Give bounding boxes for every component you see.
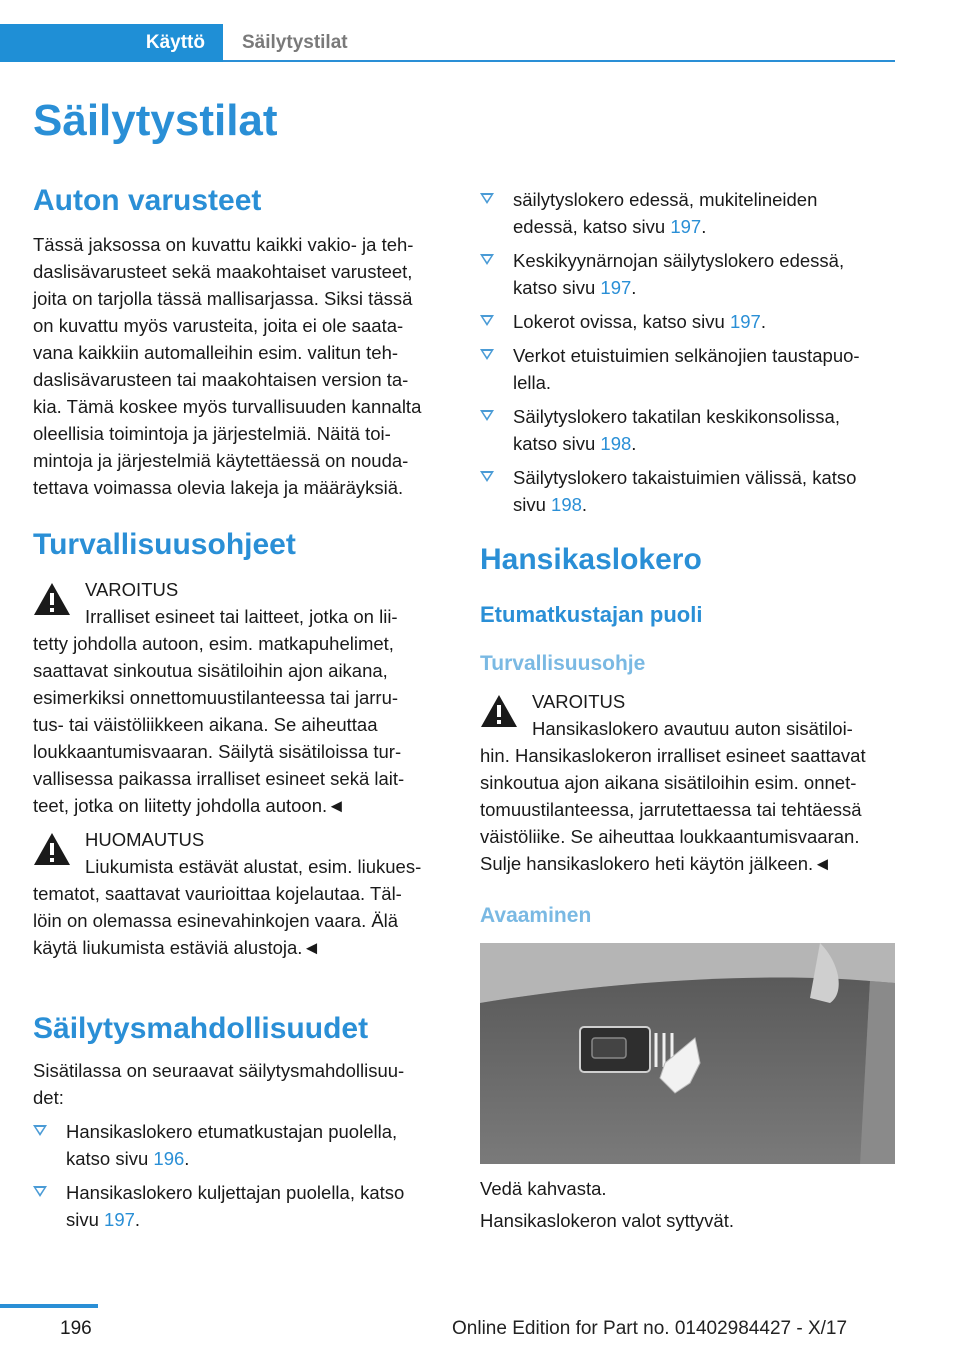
bullet-triangle-icon [480, 193, 494, 204]
heading-auton-varusteet: Auton varusteet [33, 184, 262, 217]
page-link[interactable]: 197 [670, 216, 702, 237]
section-tab[interactable]: Säilytystilat [223, 24, 895, 62]
warning-text-cont: tetty johdolla autoon, esim. matkapuhelimet, saattavat sinkoutua sisätiloihin ajon aikana, esimerkiksi onnettomuustilanteessa tai jarru- tus- tai väistöliikkeen aikana. Se aiheuttaa loukkaantumisvaaran. Säilytä sisätiloissa tur- vallisessa paikassa irralliset esineet sekä lait- teet, jotka on liitetty johdolla autoon.◄ [33, 633, 405, 816]
storage-list-left [33, 1118, 448, 1240]
heading-avaaminen: Avaaminen [480, 904, 592, 927]
page-number: 196 [60, 1318, 92, 1339]
paragraph-sailytys: Sisätilassa on seuraavat säilytysmahdollisuu- det: [33, 1060, 405, 1108]
page-link[interactable]: 197 [104, 1209, 135, 1230]
paragraph-auton-varusteet: Tässä jaksossa on kuvattu kaikki vakio- ja teh- daslisävarusteet sekä maakohtaiset varusteet, joita on tarjolla tässä mallisarjassa. Siksi tässä on kuvattu myös varusteita, joita ei ole saata- vana kaikkiin automalleihin esim. valitun teh- daslisävarusteen tai maakohtaisen version ta- kia. Tämä koskee myös turvallisuuden kannalta oleellisia toimintoja ja järjestelmiä. Näitä toi- mintoja ja järjestelmiä käytettäessä on nouda- tettava voimassa olevia lakeja ja määräyksiä. [33, 234, 422, 498]
instruction-text: Vedä kahvasta. Hansikaslokeron valot syttyvät. [480, 1178, 734, 1231]
page-link[interactable]: 197 [729, 311, 761, 332]
warning-icon [33, 832, 71, 866]
list-item: Säilytyslokero takatilan keskikonsolissa, katso sivu 198. [480, 403, 895, 457]
bullet-triangle-icon [480, 471, 494, 482]
bullet-triangle-icon [480, 410, 494, 421]
edition-footer: Online Edition for Part no. 01402984427 - X/17 [452, 1318, 848, 1339]
heading-turvallisuusohje: Turvallisuusohje [480, 652, 646, 675]
list-item: Hansikaslokero kuljettajan puolella, katso sivu 197. [33, 1179, 448, 1233]
chapter-tab[interactable]: Käyttö [0, 24, 223, 62]
heading-etumatkustajan-puoli: Etumatkustajan puoli [480, 602, 703, 627]
warning-title: VAROITUS [85, 579, 179, 600]
glovebox-photo [480, 943, 895, 1164]
heading-turvallisuusohjeet: Turvallisuusohjeet [33, 528, 296, 561]
notice-title: HUOMAUTUS [85, 829, 205, 850]
warning-title: VAROITUS [532, 691, 626, 712]
warning-text: Hansikaslokero avautuu auton sisätiloi- [532, 718, 853, 739]
page-link[interactable]: 197 [600, 277, 632, 298]
notice-text: Liukumista estävät alustat, esim. liukues- [85, 856, 422, 877]
page-link[interactable]: 198 [600, 433, 632, 454]
header-bar [0, 24, 895, 62]
bullet-triangle-icon [480, 315, 494, 326]
bullet-triangle-icon [33, 1186, 47, 1197]
list-item: Keskikyynärnojan säilytyslokero edessä, katso sivu 197. [480, 247, 895, 301]
list-item: Hansikaslokero etumatkustajan puolella, katso sivu 196. [33, 1118, 448, 1172]
warning-icon [480, 694, 518, 728]
page-link[interactable]: 196 [153, 1148, 185, 1169]
warning-text: Irralliset esineet tai laitteet, jotka on lii- [85, 606, 398, 627]
storage-list-right [480, 186, 895, 525]
page-link[interactable]: 198 [551, 494, 582, 515]
list-item: Lokerot ovissa, katso sivu 197. [480, 308, 895, 335]
notice-text-cont: tematot, saattavat vaurioittaa kojelautaa. Täl- löin on olemassa esinevahinkojen vaara. Älä käytä liukumista estäviä alustoja.◄ [33, 883, 402, 958]
list-item: Verkot etuistuimien selkänojien taustapuo- lella. [480, 342, 895, 396]
bullet-triangle-icon [33, 1125, 47, 1136]
page-title: Säilytystilat [33, 96, 278, 145]
footer-rule [0, 1304, 98, 1308]
bullet-triangle-icon [480, 349, 494, 360]
bullet-triangle-icon [480, 254, 494, 265]
list-item: Säilytyslokero takaistuimien välissä, katso sivu 198. [480, 464, 895, 518]
heading-sailytysmahdollisuudet: Säilytysmahdollisuudet [33, 1012, 369, 1045]
warning-text-cont: hin. Hansikaslokeron irralliset esineet saattavat sinkoutua ajon aikana sisätiloihin esim. onnet- tomuustilanteessa, jarrutettaessa tai tehtäessä väistöliike. Se aiheuttaa loukkaantumisvaaran. Sulje hansikaslokero heti käytön jälkeen.◄ [480, 745, 866, 874]
heading-hansikaslokero: Hansikaslokero [480, 543, 702, 576]
warning-icon [33, 582, 71, 616]
list-item: säilytyslokero edessä, mukitelineiden edessä, katso sivu 197. [480, 186, 895, 240]
